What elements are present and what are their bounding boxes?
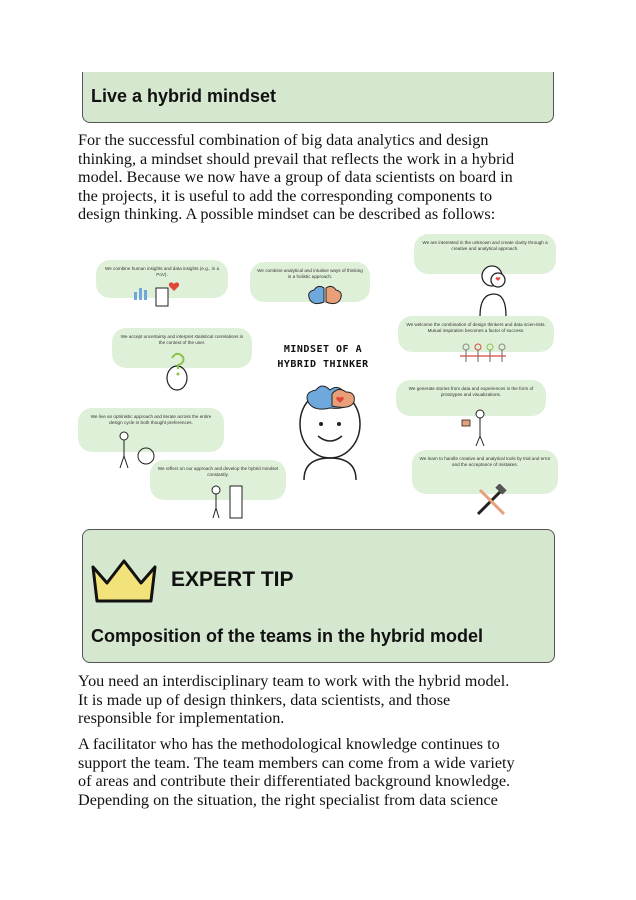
intro-line: model. Because we now have a group of data scientists on board in xyxy=(78,168,513,187)
body-line: It is made up of design thinkers, data scientists, and those xyxy=(78,690,451,709)
body-paragraph-1 xyxy=(78,672,509,728)
prototype-person-icon xyxy=(460,408,490,448)
intro-line: the projects, it is useful to add the corresponding components to xyxy=(78,186,493,205)
expert-tip-label: EXPERT TIP xyxy=(171,568,294,591)
section-heading: Live a hybrid mindset xyxy=(91,86,277,106)
figure-title-line: MINDSET OF A xyxy=(283,344,363,355)
bubble-welcome: We welcome the combination of design thinkers and data scien-tists. Mutual inspiration becomes a factor of success. xyxy=(398,316,554,352)
bubble-optimistic: We live an optimistic approach and iterate across the entire design cycle in both thought preferences. xyxy=(78,408,224,452)
team-people-icon xyxy=(458,342,508,364)
crown-icon xyxy=(89,557,159,605)
intro-line: thinking, a mindset should prevail that reflects the work in a hybrid xyxy=(78,149,515,168)
body-line: You need an interdisciplinary team to work with the hybrid model. xyxy=(78,672,510,690)
expert-tip-box xyxy=(82,529,555,663)
intro-paragraph xyxy=(78,131,514,224)
bubble-reflect: We reflect on our approach and develop the hybrid mindset constantly. xyxy=(150,460,286,500)
body-line: Depending on the situation, the right specialist from data science xyxy=(78,790,498,809)
section-heading-box xyxy=(82,72,554,123)
hybrid-thinker-illustration xyxy=(288,382,372,482)
intro-line: For the successful combination of big data analytics and design xyxy=(78,131,489,149)
body-line: support the team. The team members can come from a wide variety xyxy=(78,753,515,772)
body-line: responsible for implementation. xyxy=(78,709,285,728)
figure-title xyxy=(264,342,382,372)
data-chart-icon xyxy=(130,278,190,312)
body-paragraph-2 xyxy=(78,735,515,809)
mirror-reflection-icon xyxy=(208,484,248,520)
iteration-person-icon xyxy=(114,430,158,470)
figure-title-line: HYBRID THINKER xyxy=(277,359,369,370)
bubble-unknown: We are interested in the unknown and create clarity through a creative and analytical approach. xyxy=(414,234,556,274)
bubble-human-insights: We combine human insights and data insights (e.g., in a PoV). xyxy=(96,260,228,298)
bubble-analytical: We combine analytical and intuitive ways of thinking in a holistic approach. xyxy=(250,262,370,302)
body-line: of areas and contribute their differentiated background knowledge. xyxy=(78,772,511,791)
tools-icon xyxy=(474,484,508,518)
brain-icon xyxy=(306,284,348,306)
magnifier-person-icon xyxy=(476,260,516,318)
intro-line: design thinking. A possible mindset can be described as follows: xyxy=(78,205,496,224)
bubble-tools: We learn to handle creative and analytical tools by trial and error and the acceptance of mistakes. xyxy=(412,450,558,494)
mindset-figure xyxy=(78,232,558,522)
bubble-stories: We generate stories from data and experiences in the form of prototypes and visualizations. xyxy=(396,380,546,416)
body-line: A facilitator who has the methodological knowledge continues to xyxy=(78,735,500,753)
question-mark-icon xyxy=(164,352,190,392)
bubble-uncertainty: We accept uncertainty and interpret statistical correlations in the context of the user. xyxy=(112,328,252,368)
expert-tip-title: Composition of the teams in the hybrid model xyxy=(91,626,484,646)
